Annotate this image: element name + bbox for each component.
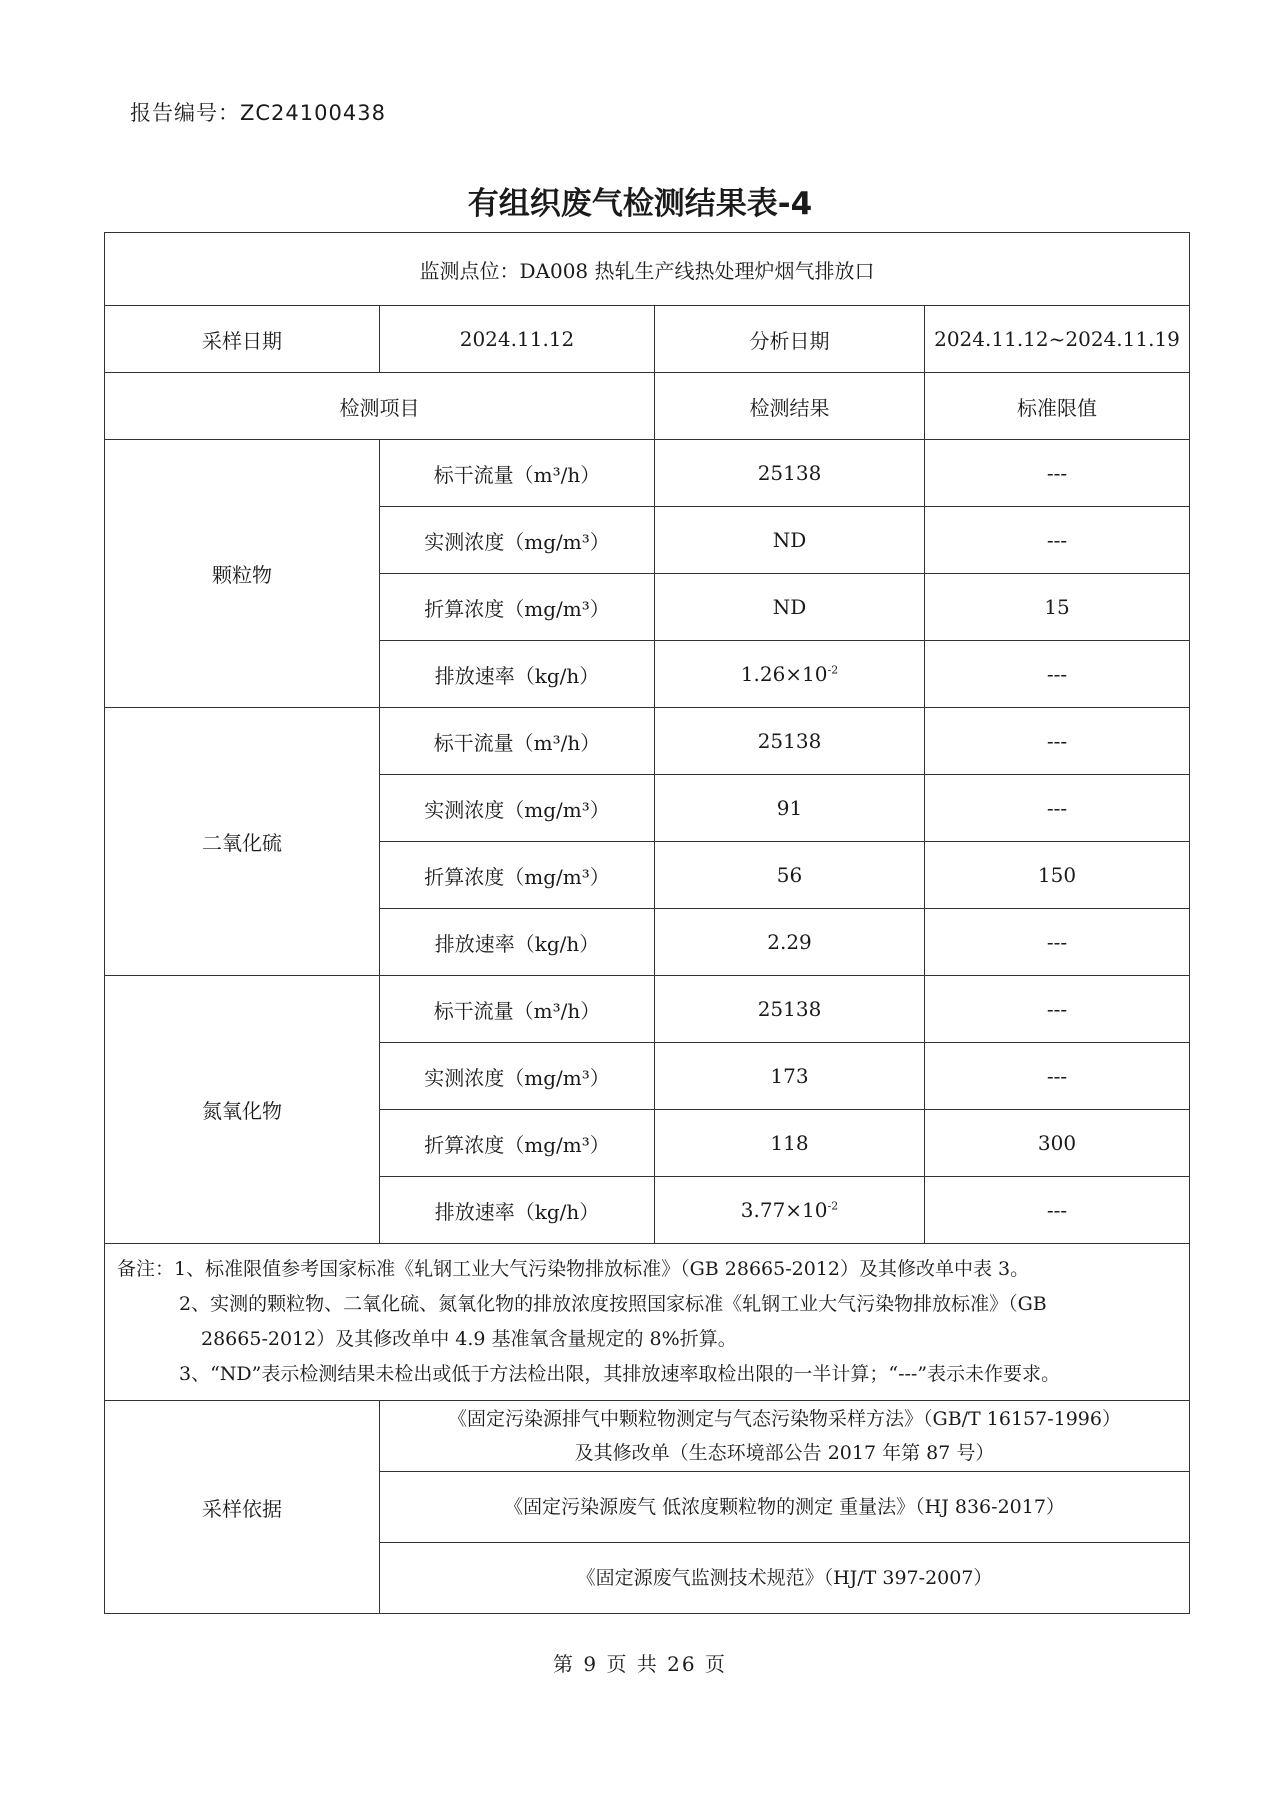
rate-exponent: -2 [827,1199,839,1213]
result-cell: 118 [655,1110,925,1177]
param-label: 实测浓度（mg/m³） [380,775,655,842]
limit-cell: --- [925,775,1190,842]
header-item: 检测项目 [105,373,655,440]
basis-standard-3: 《固定源废气监测技术规范》（HJ/T 397-2007） [380,1543,1190,1614]
sampling-date: 2024.11.12 [380,306,655,373]
param-label: 排放速率（kg/h） [380,909,655,976]
limit-cell: 15 [925,574,1190,641]
param-label: 折算浓度（mg/m³） [380,1110,655,1177]
param-label: 排放速率（kg/h） [380,641,655,708]
param-label: 实测浓度（mg/m³） [380,1043,655,1110]
note-1: 备注：1、标准限值参考国家标准《轧钢工业大气污染物排放标准》（GB 28665-2012）及其修改单中表 3。 [117,1258,1030,1280]
limit-cell: --- [925,507,1190,574]
result-cell [655,1177,925,1244]
analysis-date: 2024.11.12~2024.11.19 [925,306,1190,373]
basis-standard-2: 《固定污染源废气 低浓度颗粒物的测定 重量法》（HJ 836-2017） [380,1472,1190,1543]
page-number: 第 9 页 共 26 页 [553,1652,727,1676]
rate-exponent: -2 [827,663,839,677]
table-row [105,976,1190,1043]
results-table [104,232,1190,1614]
param-label: 折算浓度（mg/m³） [380,574,655,641]
basis-standard-1: 《固定污染源排气中颗粒物测定与气态污染物采样方法》（GB/T 16157-1996） 及其修改单（生态环境部公告 2017 年第 87 号） [380,1401,1190,1472]
result-cell: 173 [655,1043,925,1110]
monitoring-point: 监测点位：DA008 热轧生产线热处理炉烟气排放口 [105,233,1190,306]
limit-cell: --- [925,1177,1190,1244]
param-label: 标干流量（m³/h） [380,708,655,775]
limit-cell: 150 [925,842,1190,909]
result-cell: 91 [655,775,925,842]
report-number: 报告编号：ZC24100438 [130,101,386,125]
result-cell: 56 [655,842,925,909]
notes-prefix: 备注： [117,1258,175,1280]
result-cell: ND [655,574,925,641]
param-label: 排放速率（kg/h） [380,1177,655,1244]
table-row [105,440,1190,507]
header-limit: 标准限值 [925,373,1190,440]
page-title: 有组织废气检测结果表-4 [467,186,813,222]
table-row [105,708,1190,775]
note-2-continued: 28665-2012）及其修改单中 4.9 基准氧含量规定的 8%折算。 [201,1328,737,1350]
limit-cell: --- [925,641,1190,708]
note-2: 2、实测的颗粒物、二氧化硫、氮氧化物的排放浓度按照国家标准《轧钢工业大气污染物排放标准》（GB [179,1293,1047,1315]
analysis-date-label: 分析日期 [655,306,925,373]
result-cell [655,909,925,976]
result-cell: 25138 [655,708,925,775]
result-cell: ND [655,507,925,574]
limit-cell: --- [925,708,1190,775]
result-cell: 25138 [655,440,925,507]
limit-cell: --- [925,440,1190,507]
pollutant-name: 二氧化硫 [105,708,380,976]
param-label: 标干流量（m³/h） [380,976,655,1043]
rate-value: 2.29 [767,930,812,954]
rate-value: 3.77×10 [740,1198,828,1222]
limit-cell: --- [925,976,1190,1043]
param-label: 实测浓度（mg/m³） [380,507,655,574]
note-3: 3、“ND”表示检测结果未检出或低于方法检出限，其排放速率取检出限的一半计算；“---”表示未作要求。 [179,1363,1061,1385]
result-cell [655,641,925,708]
param-label: 标干流量（m³/h） [380,440,655,507]
pollutant-name: 颗粒物 [105,440,380,708]
header-result: 检测结果 [655,373,925,440]
limit-cell: 300 [925,1110,1190,1177]
limit-cell: --- [925,909,1190,976]
result-cell: 25138 [655,976,925,1043]
param-label: 折算浓度（mg/m³） [380,842,655,909]
rate-value: 1.26×10 [740,662,828,686]
pollutant-name: 氮氧化物 [105,976,380,1244]
basis-label: 采样依据 [105,1401,380,1614]
notes-section [105,1244,1190,1401]
limit-cell: --- [925,1043,1190,1110]
sampling-date-label: 采样日期 [105,306,380,373]
